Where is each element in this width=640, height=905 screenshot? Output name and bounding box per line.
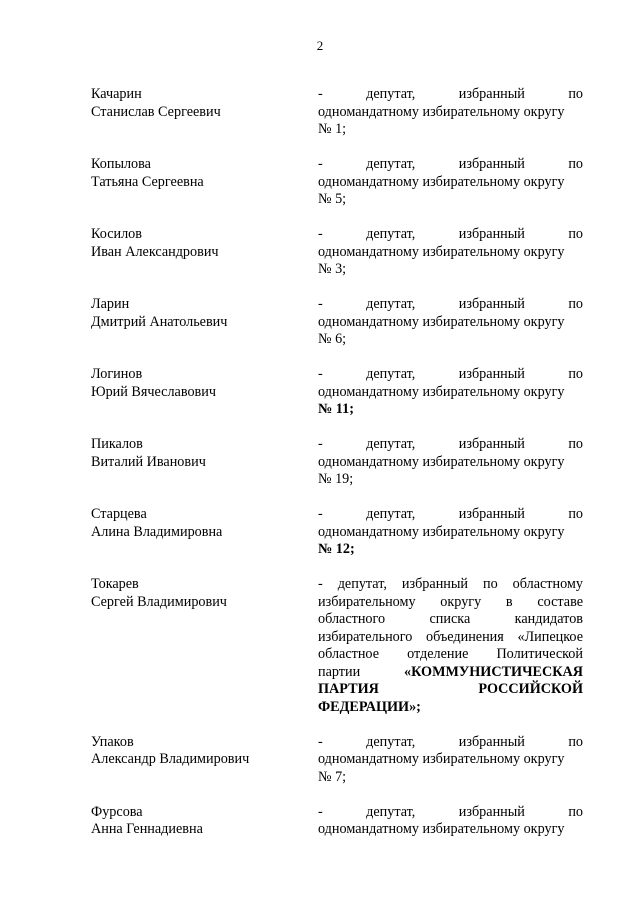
description-word: избранный — [458, 86, 525, 102]
district-number: № 5; — [318, 191, 347, 207]
description-line — [318, 734, 583, 752]
description-word: депутат, — [366, 506, 416, 522]
deputies-list — [91, 86, 583, 856]
description-word: по — [568, 366, 583, 382]
description-line — [318, 366, 583, 384]
district-number: № 6; — [318, 331, 347, 347]
deputy-surname: Копылова — [91, 156, 151, 172]
description-line — [318, 436, 583, 454]
deputy-given-names: Александр Владимирович — [91, 751, 250, 767]
description-line — [318, 226, 583, 244]
description-word: по — [568, 436, 583, 452]
description-line: областное отделение Политической — [318, 646, 583, 662]
description-line — [318, 506, 583, 524]
description-line — [318, 156, 583, 174]
description-word: избранный — [458, 506, 525, 522]
party-name: «КОММУНИСТИЧЕСКАЯ — [404, 663, 583, 680]
description-line: - депутат, избранный по областному — [318, 576, 583, 592]
description-word: избранный — [458, 226, 525, 242]
deputy-surname: Токарев — [91, 576, 139, 592]
deputy-description — [318, 734, 583, 787]
description-line — [318, 664, 583, 682]
description-word: избранный — [458, 803, 525, 820]
description-word: депутат, — [366, 733, 416, 750]
description-word: - — [318, 436, 323, 452]
deputy-description — [318, 366, 583, 419]
deputy-name — [91, 296, 318, 349]
deputy-name — [91, 506, 318, 559]
description-word: по — [568, 733, 583, 750]
description-line: одномандатному избирательному округу — [318, 453, 565, 470]
description-line: одномандатному избирательному округу — [318, 523, 565, 540]
description-word: депутат, — [366, 366, 416, 382]
description-word: по — [568, 296, 583, 312]
deputy-surname: Качарин — [91, 86, 142, 102]
description-word: по — [568, 226, 583, 242]
page-number: 2 — [316, 38, 324, 53]
description-line — [318, 296, 583, 314]
deputy-description — [318, 226, 583, 279]
deputy-surname: Косилов — [91, 226, 142, 242]
deputy-entry — [91, 296, 583, 349]
deputy-surname: Старцева — [91, 506, 147, 522]
deputy-given-names: Иван Александрович — [91, 243, 219, 260]
deputy-given-names: Дмитрий Анатольевич — [91, 313, 228, 330]
deputy-description — [318, 86, 583, 139]
description-word: - — [318, 296, 323, 312]
deputy-entry — [91, 734, 583, 787]
district-number: № 12; — [318, 541, 355, 557]
deputy-entry — [91, 156, 583, 209]
deputy-name — [91, 576, 318, 716]
description-word: партии — [318, 663, 361, 680]
description-line — [318, 804, 583, 822]
deputy-given-names: Анна Геннадиевна — [91, 821, 203, 837]
description-line: одномандатному избирательному округу — [318, 173, 565, 190]
description-word: по — [568, 803, 583, 820]
deputy-entry — [91, 506, 583, 559]
district-number: № 1; — [318, 121, 347, 137]
deputy-entry — [91, 226, 583, 279]
deputy-entry — [91, 366, 583, 419]
deputy-entry — [91, 576, 583, 716]
deputy-surname: Ларин — [91, 296, 130, 312]
deputy-surname: Упаков — [91, 733, 134, 750]
description-word: избранный — [458, 733, 525, 750]
description-word: депутат, — [366, 296, 416, 312]
description-word: - — [318, 86, 323, 102]
district-number: № 19; — [318, 471, 354, 487]
deputy-given-names: Станислав Сергеевич — [91, 103, 221, 120]
party-name — [318, 681, 583, 699]
deputy-given-names: Юрий Вячеславович — [91, 383, 216, 400]
description-line: одномандатному избирательному округу — [318, 243, 565, 260]
description-word: - — [318, 366, 323, 382]
description-word: по — [568, 156, 583, 172]
description-line: одномандатному избирательному округу — [318, 313, 565, 330]
deputy-given-names: Алина Владимировна — [91, 523, 223, 540]
party-word: ПАРТИЯ — [318, 681, 379, 697]
deputy-surname: Фурсова — [91, 803, 143, 820]
party-word: РОССИЙСКОЙ — [478, 681, 583, 697]
description-word: избранный — [458, 436, 525, 452]
deputy-name — [91, 86, 318, 139]
deputy-entry — [91, 436, 583, 489]
description-word: депутат, — [366, 156, 416, 172]
deputy-given-names: Сергей Владимирович — [91, 593, 227, 610]
description-word: депутат, — [366, 86, 416, 102]
description-word: - — [318, 506, 323, 522]
deputy-name — [91, 226, 318, 279]
description-line: одномандатному избирательному округу — [318, 821, 565, 837]
deputy-name — [91, 804, 318, 839]
description-line: одномандатному избирательному округу — [318, 751, 565, 767]
deputy-name — [91, 366, 318, 419]
deputy-entry — [91, 804, 583, 839]
description-word: по — [568, 86, 583, 102]
deputy-given-names: Татьяна Сергеевна — [91, 173, 204, 190]
description-word: депутат, — [366, 436, 416, 452]
deputy-surname: Логинов — [91, 366, 143, 382]
deputy-description — [318, 506, 583, 559]
deputy-given-names: Виталий Иванович — [91, 453, 206, 470]
description-word: - — [318, 733, 323, 750]
description-line: областного списка кандидатов — [318, 611, 583, 627]
deputy-description — [318, 804, 583, 839]
description-word: избранный — [458, 366, 525, 382]
description-word: по — [568, 506, 583, 522]
deputy-name — [91, 734, 318, 787]
description-line — [318, 86, 583, 104]
party-name: ФЕДЕРАЦИИ»; — [318, 698, 421, 715]
deputy-description — [318, 576, 583, 716]
description-line: избирательному округу в составе — [318, 593, 583, 610]
description-line: избирательного объединения «Липецкое — [318, 628, 583, 645]
description-word: - — [318, 156, 323, 172]
description-word: избранный — [458, 156, 525, 172]
description-word: - — [318, 803, 323, 820]
description-word: избранный — [458, 296, 525, 312]
deputy-surname: Пикалов — [91, 436, 143, 452]
deputy-name — [91, 436, 318, 489]
district-number: № 11; — [318, 401, 354, 417]
description-word: депутат, — [366, 226, 416, 242]
deputy-description — [318, 436, 583, 489]
district-number: № 3; — [318, 261, 347, 277]
deputy-description — [318, 156, 583, 209]
description-line: одномандатному избирательному округу — [318, 103, 565, 120]
description-word: - — [318, 226, 323, 242]
deputy-description — [318, 296, 583, 349]
deputy-entry — [91, 86, 583, 139]
deputy-name — [91, 156, 318, 209]
description-word: депутат, — [366, 803, 416, 820]
district-number: № 7; — [318, 768, 347, 785]
description-line: одномандатному избирательному округу — [318, 383, 565, 400]
